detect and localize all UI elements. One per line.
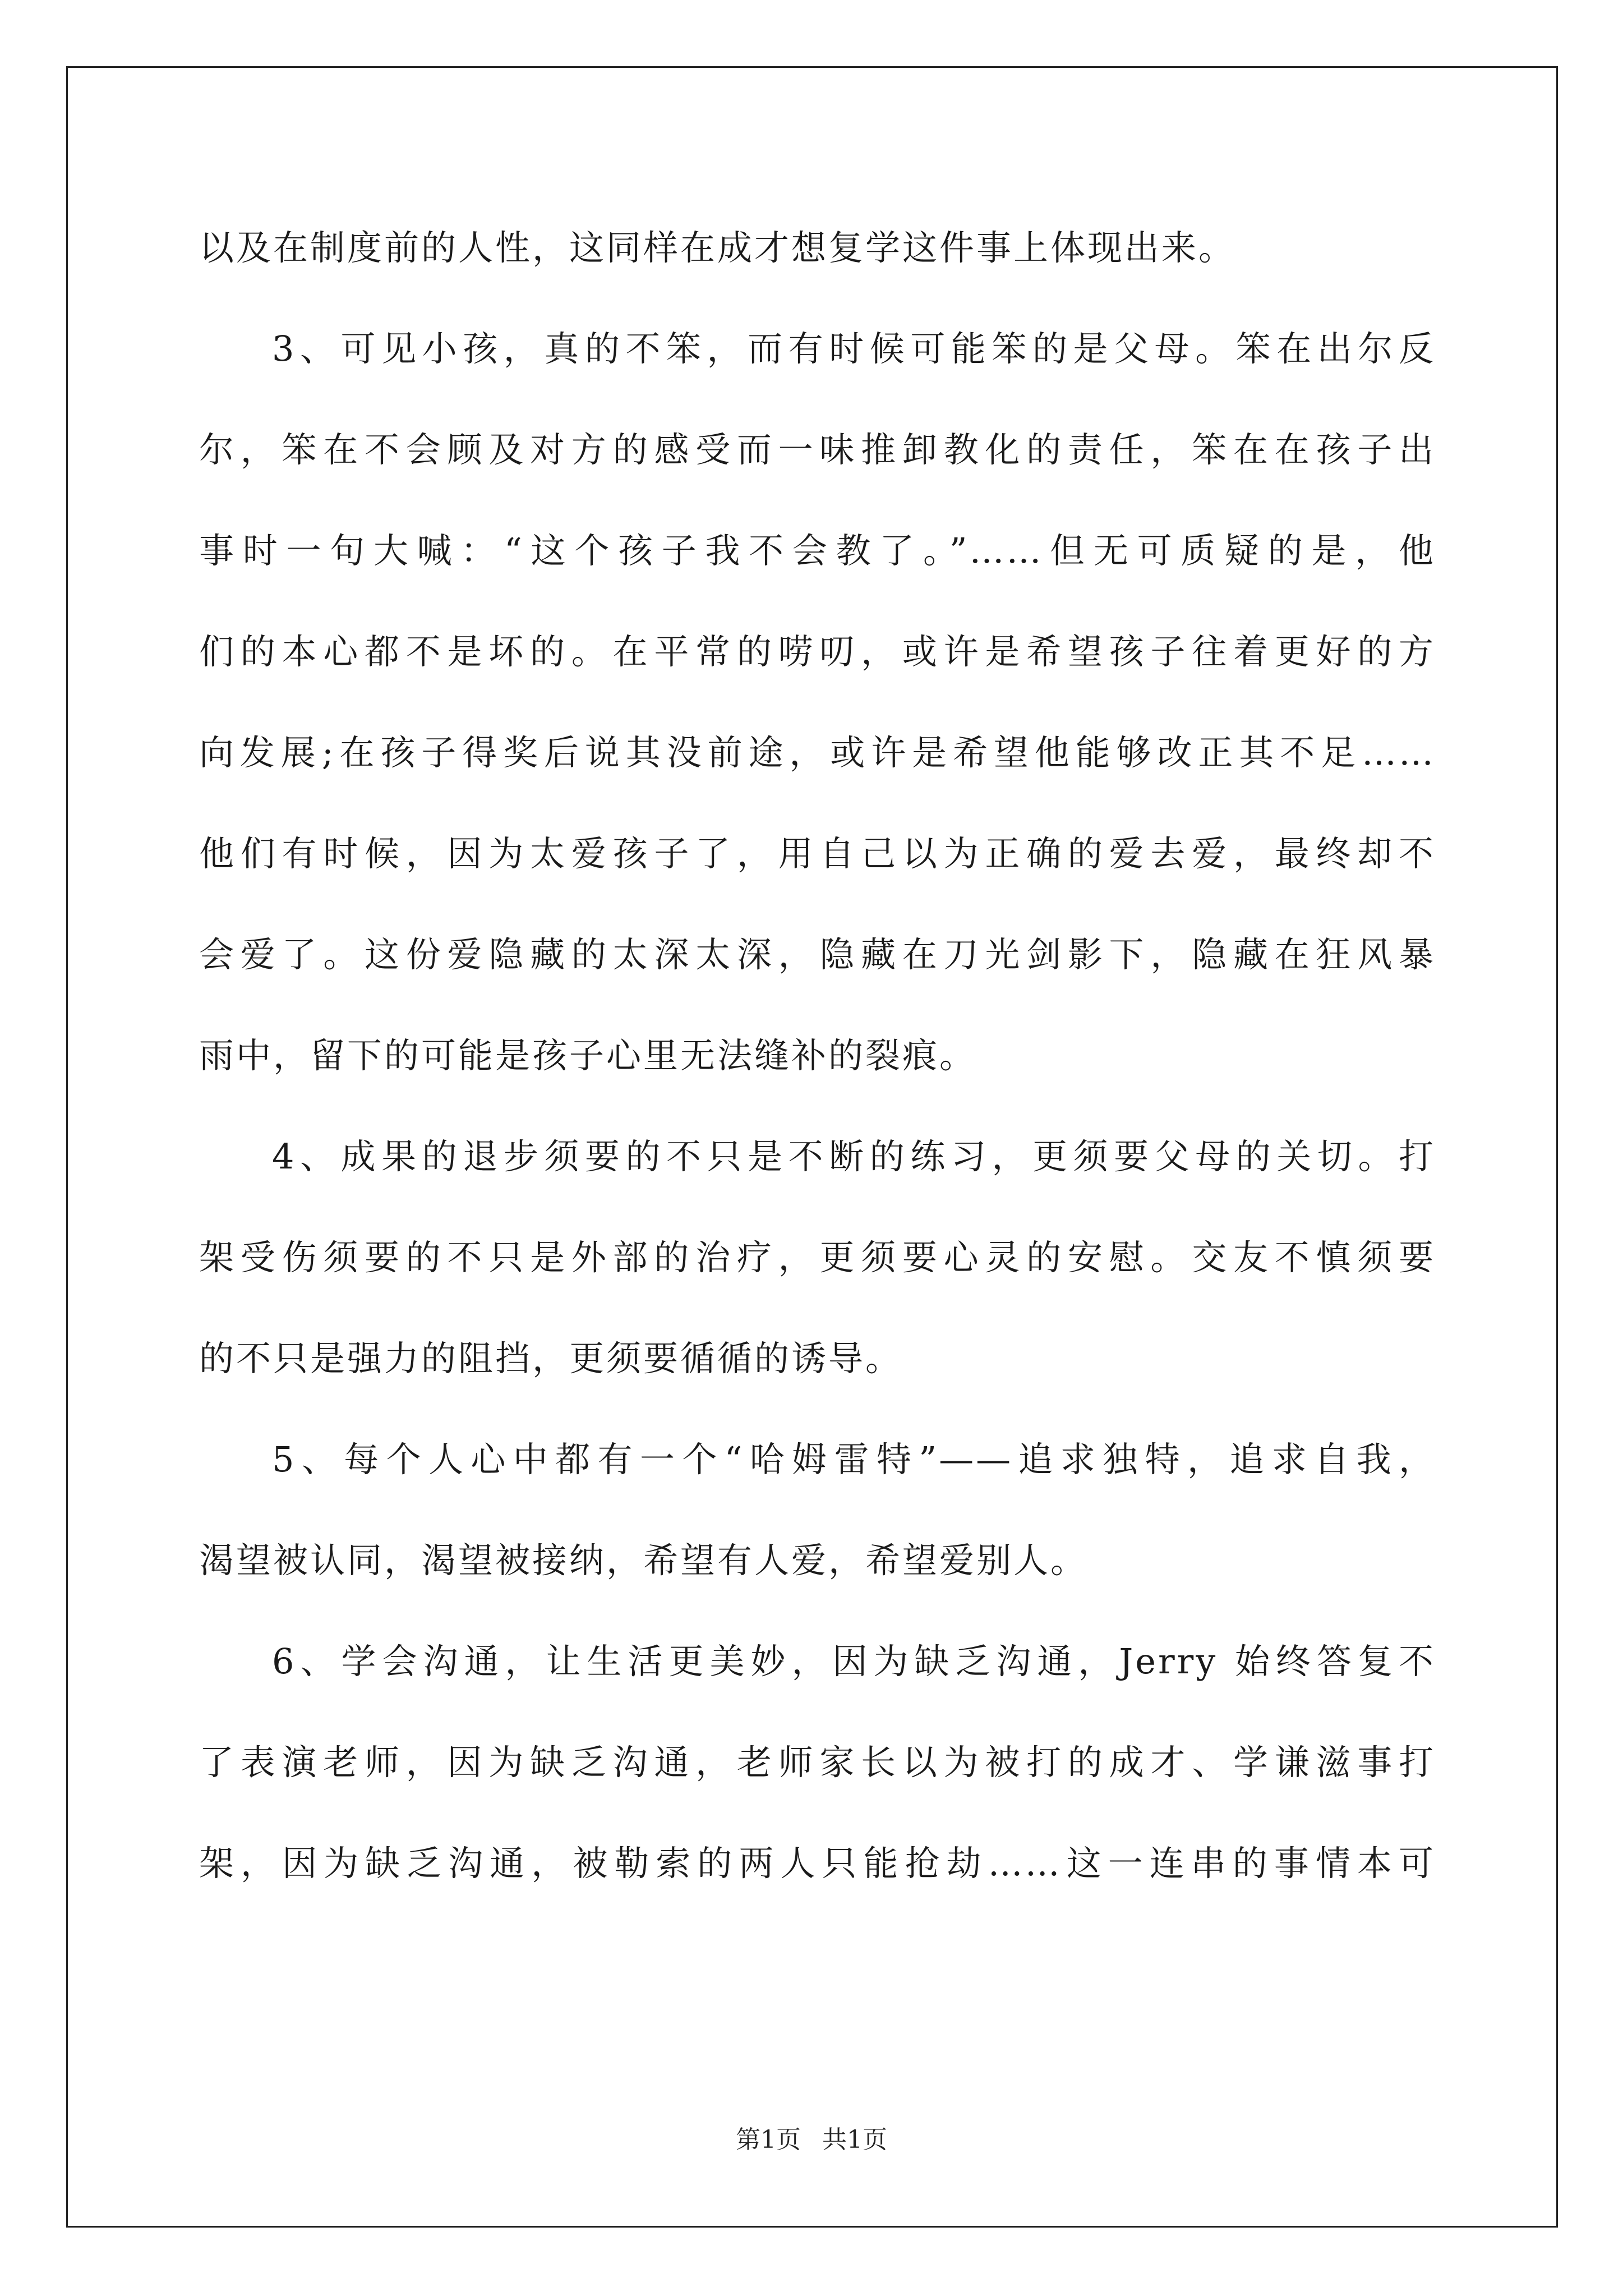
text-line: 3、可见小孩，真的不笨，而有时候可能笨的是父母。笨在出尔反 bbox=[272, 328, 1436, 369]
page-total: 共1页 bbox=[822, 2125, 887, 2154]
text-line: 渴望被认同，渴望被接纳，希望有人爱，希望爱别人。 bbox=[199, 1540, 1088, 1581]
page-number: 第1页 bbox=[736, 2125, 801, 2154]
text-line: 的不只是强力的阻挡，更须要循循的诱导。 bbox=[199, 1338, 903, 1379]
text-line: 了表演老师，因为缺乏沟通，老师家长以为被打的成才、学谦滋事打 bbox=[199, 1742, 1436, 1783]
text-line: 6、学会沟通，让生活更美妙，因为缺乏沟通，Jerry 始终答复不 bbox=[272, 1641, 1436, 1682]
document-body bbox=[199, 197, 1436, 1914]
text-line: 们的本心都不是坏的。在平常的唠叨，或许是希望孩子往着更好的方 bbox=[199, 631, 1436, 672]
text-line: 4、成果的退步须要的不只是不断的练习，更须要父母的关切。打 bbox=[272, 1136, 1436, 1177]
text-line: 雨中，留下的可能是孩子心里无法缝补的裂痕。 bbox=[199, 1035, 977, 1076]
text-line: 会爱了。这份爱隐藏的太深太深，隐藏在刀光剑影下，隐藏在狂风暴 bbox=[199, 934, 1436, 975]
text-line: 架，因为缺乏沟通，被勒索的两人只能抢劫……这一连串的事情本可 bbox=[199, 1843, 1436, 1884]
text-line: 5、每个人心中都有一个“哈姆雷特”——追求独特，追求自我， bbox=[272, 1439, 1436, 1480]
text-line: 尔，笨在不会顾及对方的感受而一味推卸教化的责任，笨在在孩子出 bbox=[199, 429, 1436, 470]
text-line: 架受伤须要的不只是外部的治疗，更须要心灵的安慰。交友不慎须要 bbox=[199, 1237, 1436, 1278]
text-line: 他们有时候，因为太爱孩子了，用自己以为正确的爱去爱，最终却不 bbox=[199, 833, 1436, 874]
text-line: 向发展;在孩子得奖后说其没前途，或许是希望他能够改正其不足…… bbox=[199, 732, 1436, 773]
page-footer bbox=[0, 2119, 1623, 2155]
text-line: 事时一句大喊：“这个孩子我不会教了。”……但无可质疑的是，他 bbox=[199, 530, 1436, 571]
text-line: 以及在制度前的人性，这同样在成才想复学这件事上体现出来。 bbox=[199, 227, 1236, 268]
